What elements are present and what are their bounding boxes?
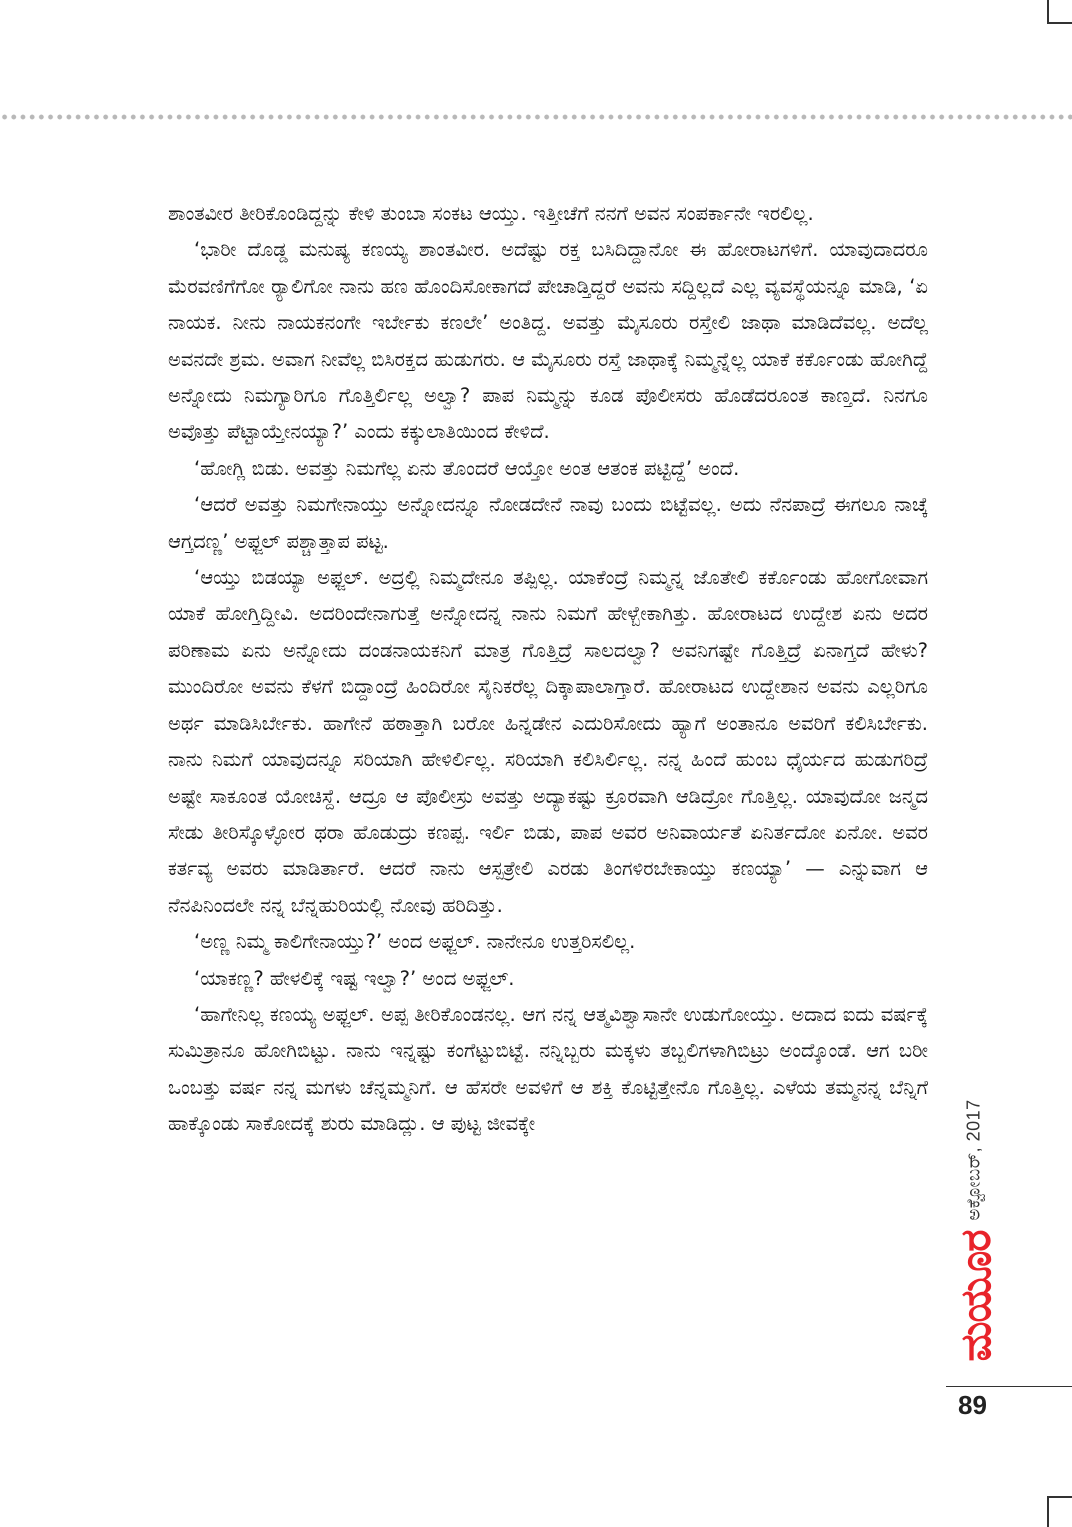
crop-mark-bottom <box>1047 1496 1072 1527</box>
crop-mark-top <box>1047 0 1072 24</box>
issue-date: ಅಕ್ಟೋಬರ್, 2017 <box>963 1099 984 1221</box>
page-number: 89 <box>958 1390 987 1420</box>
magazine-logo: ಮಯೂರ <box>951 1230 1000 1362</box>
paragraph: ‘ಆಯ್ತು ಬಿಡಯ್ಯಾ ಅಫ್ಜಲ್. ಅದ್ರಲ್ಲಿ ನಿಮ್ಮದೇನೂ ತಪ್ಪಿಲ್ಲ. ಯಾಕೆಂದ್ರೆ ನಿಮ್ಮನ್ನ ಜೊತೇಲಿ ಕರ್ಕೊಂಡು ಹೋಗೋವಾಗ ಯಾಕೆ ಹೋಗ್ತಿದ್ದೀವಿ. ಅದರಿಂದೇನಾಗುತ್ತೆ ಅನ್ನೋದನ್ನ ನಾನು ನಿಮಗೆ ಹೇಳ್ಬೇಕಾಗಿತ್ತು. ಹೋರಾಟದ ಉದ್ದೇಶ ಏನು ಅದರ ಪರಿಣಾಮ ಏನು ಅನ್ನೋದು ದಂಡನಾಯಕನಿಗೆ ಮಾತ್ರ ಗೊತ್ತಿದ್ರೆ ಸಾಲದಲ್ವಾ? ಅವನಿಗಷ್ಟೇ ಗೊತ್ತಿದ್ರೆ ಏನಾಗ್ತದೆ ಹೇಳು? ಮುಂದಿರೋ ಅವನು ಕೆಳಗೆ ಬಿದ್ದಾಂದ್ರೆ ಹಿಂದಿರೋ ಸೈನಿಕರೆಲ್ಲ ದಿಕ್ಕಾಪಾಲಾಗ್ತಾರೆ. ಹೋರಾಟದ ಉದ್ದೇಶಾನ ಅವನು ಎಲ್ಲರಿಗೂ ಅರ್ಥ ಮಾಡಿಸಿರ್ಬೇಕು. ಹಾಗೇನೆ ಹಠಾತ್ತಾಗಿ ಬರೋ ಹಿನ್ನಡೇನ ಎದುರಿಸೋದು ಹ್ಯಾಗೆ ಅಂತಾನೂ ಅವರಿಗೆ ಕಲಿಸಿರ್ಬೇಕು. ನಾನು ನಿಮಗೆ ಯಾವುದನ್ನೂ ಸರಿಯಾಗಿ ಹೇಳಿರ್ಲಿಲ್ಲ. ಸರಿಯಾಗಿ ಕಲಿಸಿರ್ಲಿಲ್ಲ. ನನ್ನ ಹಿಂದೆ ಹುಂಬ ಧೈರ್ಯದ ಹುಡುಗರಿದ್ರೆ ಅಷ್ಟೇ ಸಾಕೂಂತ ಯೋಚಿಸ್ದೆ. ಆದ್ರೂ ಆ ಪೊಲೀಸ್ರು ಅವತ್ತು ಅದ್ಯಾಕಷ್ಟು ಕ್ರೂರವಾಗಿ ಆಡಿದ್ರೋ ಗೊತ್ತಿಲ್ಲ. ಯಾವುದೋ ಜನ್ಮದ ಸೇಡು ತೀರಿಸ್ಕೊಳ್ಳೋರ ಥರಾ ಹೊಡುದ್ರು ಕಣಪ್ಪ. ಇರ್ಲಿ ಬಿಡು, ಪಾಪ ಅವರ ಅನಿವಾರ್ಯತೆ ಏನಿರ್ತದೋ ಏನೋ. ಅವರ ಕರ್ತವ್ಯ ಅವರು ಮಾಡಿರ್ತಾರೆ. ಆದರೆ ನಾನು ಆಸ್ಪತ್ರೇಲಿ ಎರಡು ತಿಂಗಳಿರಬೇಕಾಯ್ತು ಕಣಯ್ಯಾ’ — ಎನ್ನುವಾಗ ಆ ನೆನಪಿನಿಂದಲೇ ನನ್ನ ಬೆನ್ನಹುರಿಯಲ್ಲಿ ನೋವು ಹರಿದಿತ್ತು. <box>168 566 928 917</box>
footer-rule <box>946 1386 1072 1387</box>
paragraph: ‘ಅಣ್ಣ ನಿಮ್ಮ ಕಾಲಿಗೇನಾಯ್ತು?’ ಅಂದ ಅಫ್ಜಲ್. ನಾನೇನೂ ಉತ್ತರಿಸಲಿಲ್ಲ. <box>194 930 636 954</box>
dotted-divider <box>0 114 1072 120</box>
paragraph: ‘ಯಾಕಣ್ಣ? ಹೇಳಲಿಕ್ಕೆ ಇಷ್ಟ ಇಲ್ವಾ?’ ಅಂದ ಅಫ್ಜಲ್. <box>194 966 515 990</box>
paragraph: ‘ಭಾರೀ ದೊಡ್ಡ ಮನುಷ್ಯ ಕಣಯ್ಯ ಶಾಂತವೀರ. ಅದೆಷ್ಟು ರಕ್ತ ಬಸಿದಿದ್ದಾನೋ ಈ ಹೋರಾಟಗಳಿಗೆ. ಯಾವುದಾದರೂ ಮೆರವಣಿಗೆಗೋ ರ‍್ಯಾಲಿಗೋ ನಾನು ಹಣ ಹೊಂದಿಸೋಕಾಗದೆ ಪೇಚಾಡ್ತಿದ್ದರೆ ಅವನು ಸದ್ದಿಲ್ಲದೆ ಎಲ್ಲ ವ್ಯವಸ್ಥೆಯನ್ನೂ ಮಾಡಿ, ‘ಏ ನಾಯಕ. ನೀನು ನಾಯಕನಂಗೇ ಇರ್ಬೇಕು ಕಣಲೇ’ ಅಂತಿದ್ದ. ಅವತ್ತು ಮೈಸೂರು ರಸ್ತೇಲಿ ಜಾಥಾ ಮಾಡಿದೆವಲ್ಲ. ಅದೆಲ್ಲ ಅವನದೇ ಶ್ರಮ. ಅವಾಗ ನೀವೆಲ್ಲ ಬಿಸಿರಕ್ತದ ಹುಡುಗರು. ಆ ಮೈಸೂರು ರಸ್ತೆ ಜಾಥಾಕ್ಕೆ ನಿಮ್ಮನ್ನೆಲ್ಲ ಯಾಕೆ ಕರ್ಕೊಂಡು ಹೋಗಿದ್ದೆ ಅನ್ನೋದು ನಿಮಗ್ಯಾರಿಗೂ ಗೊತ್ತಿರ್ಲಿಲ್ಲ ಅಲ್ವಾ? ಪಾಪ ನಿಮ್ಮನ್ನು ಕೂಡ ಪೊಲೀಸರು ಹೊಡೆದರೂಂತ ಕಾಣ್ತದೆ. ನಿನಗೂ ಅವೊತ್ತು ಪೆಟ್ಟಾಯ್ತೇನಯ್ಯಾ?’ ಎಂದು ಕಕ್ಕುಲಾತಿಯಿಂದ ಕೇಳಿದೆ. <box>168 238 928 444</box>
paragraph: ‘ಹಾಗೇನಿಲ್ಲ ಕಣಯ್ಯ ಅಫ್ಜಲ್. ಅಪ್ಪ ತೀರಿಕೊಂಡನಲ್ಲ. ಆಗ ನನ್ನ ಆತ್ಮವಿಶ್ವಾಸಾನೇ ಉಡುಗೋಯ್ತು. ಅದಾದ ಐದು ವರ್ಷಕ್ಕೆ ಸುಮಿತ್ರಾನೂ ಹೋಗಿಬಿಟ್ಟು. ನಾನು ಇನ್ನಷ್ಟು ಕಂಗೆಟ್ಟುಬಿಟ್ಟೆ. ನನ್ನಿಬ್ಬರು ಮಕ್ಕಳು ತಬ್ಬಲಿಗಳಾಗಿಬಿಟ್ರು ಅಂದ್ಕೊಂಡೆ. ಆಗ ಬರೀ ಒಂಬತ್ತು ವರ್ಷ ನನ್ನ ಮಗಳು ಚೆನ್ನಮ್ಮನಿಗೆ. ಆ ಹೆಸರೇ ಅವಳಿಗೆ ಆ ಶಕ್ತಿ ಕೊಟ್ಟಿತ್ತೇನೊ ಗೊತ್ತಿಲ್ಲ. ಎಳೆಯ ತಮ್ಮನನ್ನ ಬೆನ್ನಿಗೆ ಹಾಕ್ಕೊಂಡು ಸಾಕೋದಕ್ಕೆ ಶುರು ಮಾಡಿದ್ಲು. ಆ ಪುಟ್ಟ ಜೀವಕ್ಕೇ <box>168 1002 928 1136</box>
paragraph: ‘ಹೋಗ್ಲಿ ಬಿಡು. ಅವತ್ತು ನಿಮಗೆಲ್ಲ ಏನು ತೊಂದರೆ ಆಯ್ತೋ ಅಂತ ಆತಂಕ ಪಟ್ಟಿದ್ದೆ’ ಅಂದೆ. <box>194 456 740 480</box>
article-body <box>168 196 928 1143</box>
paragraph: ಶಾಂತವೀರ ತೀರಿಕೊಂಡಿದ್ದನ್ನು ಕೇಳಿ ತುಂಬಾ ಸಂಕಟ ಆಯ್ತು. ಇತ್ತೀಚೆಗೆ ನನಗೆ ಅವನ ಸಂಪರ್ಕಾನೇ ಇರಲಿಲ್ಲ. <box>168 202 814 225</box>
paragraph: ‘ಆದರೆ ಅವತ್ತು ನಿಮಗೇನಾಯ್ತು ಅನ್ನೋದನ್ನೂ ನೋಡದೇನೆ ನಾವು ಬಂದು ಬಿಟ್ಟೆವಲ್ಲ. ಅದು ನೆನಪಾದ್ರೆ ಈಗಲೂ ನಾಚ್ಕೆ ಆಗ್ತದಣ್ಣ’ ಅಫ್ಜಲ್ ಪಶ್ಚಾತ್ತಾಪ ಪಟ್ಟ. <box>168 493 928 553</box>
